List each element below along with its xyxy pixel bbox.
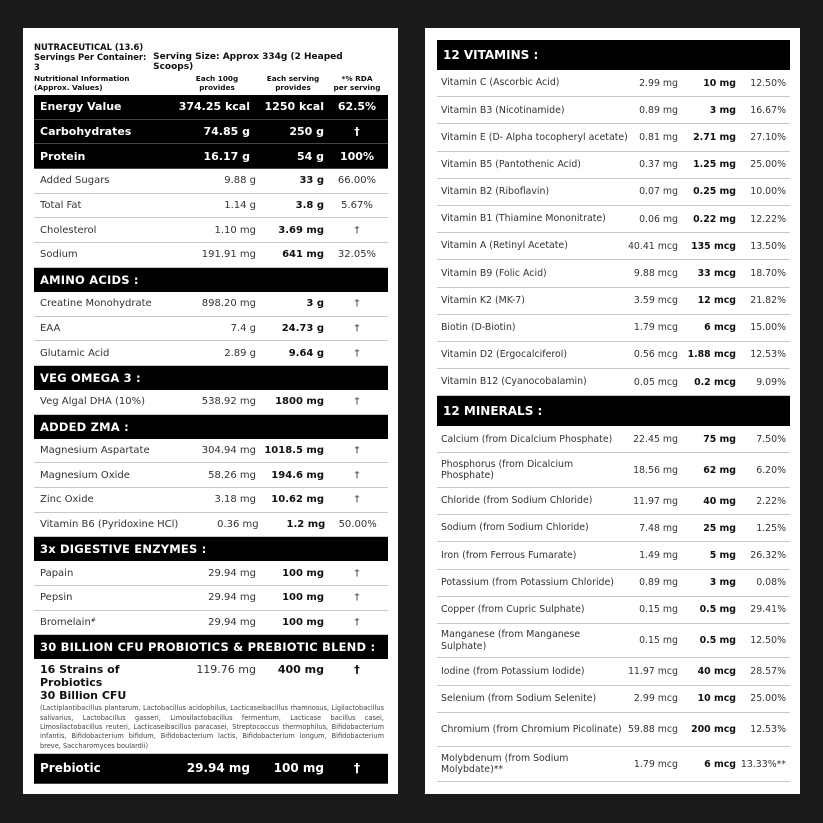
row-rda: † — [354, 469, 360, 481]
row-per100: 0.06 mg — [639, 213, 678, 225]
row-name: Vitamin C (Ascorbic Acid) — [441, 77, 560, 89]
row-name: Protein — [40, 149, 86, 163]
row-rda: † — [354, 494, 360, 506]
row-per100: 119.76 mg — [196, 663, 256, 677]
probiotics-block — [34, 659, 388, 753]
row-name: Vitamin B9 (Folic Acid) — [441, 267, 547, 279]
row-rda: 15.00% — [750, 322, 786, 334]
table-row — [437, 97, 790, 124]
row-per100: 1.79 mcg — [633, 322, 678, 334]
row-serving: 12 mcg — [697, 295, 736, 307]
table-row — [437, 206, 790, 233]
row-rda: † — [354, 444, 360, 456]
row-per100: 0.89 mg — [639, 104, 678, 116]
row-serving: 0.5 mg — [699, 635, 736, 647]
row-name: Phosphorus (from Dicalcium Phosphate) — [441, 458, 574, 482]
row-rda: 12.53% — [750, 349, 786, 361]
row-per100: 18.56 mg — [633, 464, 678, 476]
row-rda: 62.5% — [337, 100, 377, 114]
row-name: Creatine Monohydrate — [40, 298, 152, 310]
table-row — [437, 70, 790, 97]
row-serving: 3 g — [306, 298, 324, 310]
row-rda: 32.05% — [337, 249, 377, 261]
row-name: Pepsin — [40, 592, 73, 604]
row-per100: 22.45 mg — [633, 433, 678, 445]
row-rda: † — [354, 224, 360, 236]
row-serving: 40 mcg — [697, 665, 736, 677]
row-name: Molybdenum (from Sodium Molybdate)** — [441, 752, 569, 775]
row-serving: 1.2 mg — [286, 518, 326, 530]
row-name: Biotin (D-Biotin) — [441, 322, 516, 334]
approx-values-label: (Approx. Values) — [34, 83, 103, 92]
row-name-with-sup — [34, 617, 174, 628]
table-row — [437, 488, 790, 515]
row-per100: 29.94 mg — [208, 592, 256, 604]
row-rda: † — [354, 663, 360, 677]
table-row — [437, 124, 790, 151]
row-name: Chromium (from Chromium Picolinate) — [441, 723, 622, 735]
servings-per-container: Servings Per Container: 3 — [34, 52, 147, 72]
row-rda: 12.50% — [750, 635, 786, 647]
row-rda: † — [354, 322, 360, 334]
row-serving: 1018.5 mg — [264, 444, 324, 456]
row-rda: 13.33%** — [740, 758, 786, 770]
probiotics-name-line1: 16 Strains of Probiotics — [40, 663, 120, 690]
row-rda: 66.00% — [337, 175, 377, 187]
row-name: Vitamin A (Retinyl Acetate) — [441, 240, 568, 252]
row-serving: 9.64 g — [288, 347, 324, 359]
row-per100: 9.88 mcg — [633, 267, 678, 279]
table-row — [34, 561, 388, 586]
mineral-rows — [437, 426, 790, 782]
row-per100: 74.85 g — [203, 125, 250, 139]
table-row — [34, 243, 388, 268]
table-row — [34, 95, 388, 120]
row-name: Vitamin K2 (MK-7) — [441, 294, 525, 306]
row-serving: 100 mg — [273, 761, 324, 776]
row-rda: 25.00% — [750, 693, 786, 705]
row-per100: 2.99 mcg — [633, 693, 678, 705]
table-row — [437, 686, 790, 713]
row-name: Zinc Oxide — [40, 494, 94, 506]
row-name: Sodium (from Sodium Chloride) — [441, 522, 589, 534]
table-row — [437, 515, 790, 542]
row-name: Bromelain — [40, 617, 91, 629]
row-name: Total Fat — [40, 200, 82, 212]
row-rda: 12.22% — [750, 213, 786, 225]
row-serving: 2.71 mg — [693, 131, 736, 143]
row-serving: 0.22 mg — [693, 213, 736, 225]
row-per100: 11.97 mg — [633, 495, 678, 507]
table-row — [34, 390, 388, 415]
row-rda: † — [354, 396, 360, 408]
row-serving: 1250 kcal — [264, 100, 324, 114]
row-serving: 33 mcg — [697, 267, 736, 279]
table-row — [437, 597, 790, 624]
row-name: Potassium (from Potassium Chloride) — [441, 576, 614, 588]
row-rda: 5.67% — [341, 200, 373, 212]
row-serving: 5 mg — [709, 549, 736, 561]
row-per100: 7.4 g — [230, 322, 256, 334]
nutrition-panel-left — [23, 28, 398, 794]
row-name: Vitamin B1 (Thiamine Mononitrate) — [441, 213, 606, 225]
row-name: Vitamin B3 (Nicotinamide) — [441, 104, 565, 116]
row-serving: 0.5 mg — [699, 604, 736, 616]
row-per100: 11.97 mcg — [627, 665, 678, 677]
row-name: Manganese (from Manganese Sulphate) — [441, 629, 581, 652]
row-rda: 2.22% — [756, 495, 786, 507]
row-name: Sodium — [40, 249, 78, 261]
row-serving: 62 mg — [703, 464, 736, 476]
section-title-probiotics: 30 BILLION CFU PROBIOTICS & PREBIOTIC BLEND : — [34, 635, 388, 659]
row-rda: 12.53% — [750, 724, 786, 735]
row-name: Prebiotic — [40, 761, 101, 776]
row-per100: 2.99 mg — [639, 77, 678, 89]
row-per100: 3.18 mg — [214, 494, 256, 506]
row-name: Vitamin B12 (Cyanocobalamin) — [441, 376, 587, 388]
row-rda: 18.70% — [750, 267, 786, 279]
row-rda: † — [354, 592, 360, 604]
table-row — [34, 218, 388, 243]
row-serving: 1800 mg — [275, 396, 324, 408]
nutrition-panel-right — [425, 28, 800, 794]
row-rda: 50.00% — [338, 518, 377, 530]
row-per100: 898.20 mg — [201, 298, 256, 310]
row-per100: 0.05 mcg — [633, 376, 678, 388]
row-per100: 0.37 mg — [639, 159, 678, 171]
row-name: EAA — [40, 322, 61, 334]
row-serving: 54 g — [296, 149, 324, 163]
table-row — [34, 144, 388, 169]
section-title-minerals: 12 MINERALS : — [437, 396, 790, 426]
section-title-zma: ADDED ZMA : — [34, 415, 388, 439]
row-serving: 1.25 mg — [693, 159, 736, 171]
row-name: Copper (from Cupric Sulphate) — [441, 604, 585, 616]
table-row — [34, 439, 388, 464]
table-row — [437, 369, 790, 396]
row-name: Glutamic Acid — [40, 347, 110, 359]
product-title: NUTRACEUTICAL (13.6) — [34, 42, 144, 52]
table-row — [437, 426, 790, 453]
row-per100: 58.26 mg — [208, 469, 256, 481]
row-rda: † — [354, 125, 360, 139]
row-per100: 0.07 mg — [639, 186, 678, 198]
row-rda: 27.10% — [750, 131, 786, 143]
col-100g-line1: Each 100g — [195, 74, 239, 83]
serving-size: Serving Size: Approx 334g (2 Heaped Scoops) — [153, 52, 343, 72]
row-serving: 10 mcg — [697, 693, 736, 705]
table-row — [437, 315, 790, 342]
section-title-vitamins: 12 VITAMINS : — [437, 40, 790, 70]
table-row — [34, 292, 388, 317]
row-rda: † — [354, 761, 360, 776]
row-per100: 40.41 mcg — [627, 240, 678, 252]
row-serving: 40 mg — [703, 495, 736, 507]
row-serving: 250 g — [289, 125, 324, 139]
row-per100: 1.10 mg — [214, 224, 256, 236]
table-row — [437, 152, 790, 179]
row-rda: 0.08% — [756, 577, 786, 589]
table-row — [34, 513, 388, 538]
row-serving: 1.88 mcg — [687, 349, 736, 361]
row-rda: † — [354, 567, 360, 579]
row-serving: 641 mg — [282, 249, 324, 261]
row-rda: † — [354, 298, 360, 310]
row-per100: 3.59 mcg — [633, 295, 678, 307]
row-rda: 7.50% — [756, 433, 786, 445]
table-row — [34, 194, 388, 219]
row-per100: 0.56 mcg — [633, 349, 678, 361]
row-name: Energy Value — [40, 100, 122, 114]
column-header — [34, 74, 388, 92]
row-rda: 21.82% — [750, 295, 786, 307]
row-rda: 6.20% — [756, 464, 786, 476]
row-rda: 28.57% — [750, 665, 786, 677]
col-rda-line2: per serving — [333, 83, 381, 92]
row-name: Added Sugars — [40, 175, 110, 187]
table-row — [437, 570, 790, 597]
row-name: Magnesium Oxide — [40, 469, 130, 481]
row-name: Vitamin E (D- Alpha tocopheryl acetate) — [441, 131, 628, 143]
table-row — [437, 542, 790, 569]
row-serving: 100 mg — [282, 592, 324, 604]
table-row — [34, 120, 388, 145]
row-name: Magnesium Aspartate — [40, 444, 150, 456]
table-row — [437, 342, 790, 369]
footnote-mark: # — [90, 617, 96, 625]
row-serving: 25 mg — [703, 522, 736, 534]
row-rda: 13.50% — [750, 240, 786, 252]
row-rda: 26.32% — [750, 549, 786, 561]
table-row — [437, 713, 790, 748]
row-name: Iodine (from Potassium Iodide) — [441, 665, 585, 677]
row-name: Carbohydrates — [40, 125, 132, 139]
table-row — [34, 169, 388, 194]
row-serving: 3 mg — [709, 577, 736, 589]
row-name: Papain — [40, 567, 74, 579]
row-per100: 9.88 g — [224, 175, 256, 187]
row-per100: 29.94 mg — [208, 567, 256, 579]
row-serving: 24.73 g — [281, 322, 324, 334]
col-rda-line1: *% RDA — [341, 74, 373, 83]
table-row — [437, 179, 790, 206]
row-rda: 25.00% — [750, 159, 786, 171]
row-serving: 6 mcg — [704, 758, 736, 770]
table-row — [437, 747, 790, 782]
row-name: Calcium (from Dicalcium Phosphate) — [441, 433, 613, 445]
main-nutrients — [34, 95, 388, 268]
row-per100: 16.17 g — [203, 149, 250, 163]
table-row — [34, 463, 388, 488]
row-per100: 2.89 g — [224, 347, 256, 359]
row-name: Veg Algal DHA (10%) — [40, 396, 146, 408]
nutritional-info-label: Nutritional Information — [34, 74, 130, 83]
row-rda: 12.50% — [750, 77, 786, 89]
row-serving: 135 mcg — [691, 240, 736, 252]
row-serving: 10.62 mg — [271, 494, 324, 506]
vitamin-rows — [437, 70, 790, 396]
table-row — [437, 624, 790, 659]
row-per100: 1.14 g — [224, 200, 256, 212]
row-per100: 29.94 mg — [208, 617, 256, 629]
row-per100: 538.92 mg — [201, 396, 256, 408]
row-serving: 194.6 mg — [271, 469, 324, 481]
row-rda: † — [354, 617, 360, 629]
row-serving: 100 mg — [282, 617, 324, 629]
row-serving: 10 mg — [703, 77, 736, 89]
row-serving: 400 mg — [277, 663, 324, 677]
row-per100: 1.79 mcg — [633, 758, 678, 770]
row-serving: 6 mcg — [704, 322, 736, 334]
row-serving: 75 mg — [703, 433, 736, 445]
col-serving-line1: Each serving — [266, 74, 320, 83]
row-name: Vitamin D2 (Ergocalciferol) — [441, 349, 567, 361]
row-per100: 1.49 mg — [639, 549, 678, 561]
row-rda: 16.67% — [750, 104, 786, 116]
row-per100: 0.89 mg — [639, 577, 678, 589]
row-name: Cholesterol — [40, 224, 97, 236]
row-per100: 0.15 mg — [639, 604, 678, 616]
row-rda: 100% — [340, 149, 374, 163]
table-row — [437, 658, 790, 685]
row-per100: 0.81 mg — [639, 131, 678, 143]
row-serving: 0.25 mg — [693, 186, 736, 198]
table-row — [34, 488, 388, 513]
row-per100: 191.91 mg — [201, 249, 256, 261]
row-per100: 0.36 mg — [217, 518, 259, 530]
row-serving: 3.8 g — [295, 200, 324, 212]
section-title-omega: VEG OMEGA 3 : — [34, 366, 388, 390]
row-rda: 29.41% — [750, 604, 786, 616]
section-title-amino: AMINO ACIDS : — [34, 268, 388, 292]
row-rda: 9.09% — [756, 376, 786, 388]
row-per100: 59.88 mcg — [627, 724, 678, 735]
table-row — [437, 233, 790, 260]
table-row — [34, 754, 388, 784]
row-name: Vitamin B6 (Pyridoxine HCl) — [40, 518, 179, 530]
table-row — [34, 317, 388, 342]
row-per100: 374.25 kcal — [178, 100, 250, 114]
row-rda: 1.25% — [756, 522, 786, 534]
table-row — [437, 288, 790, 315]
col-100g-line2: provides — [199, 83, 235, 92]
row-rda: 10.00% — [750, 186, 786, 198]
row-serving: 3.69 mg — [278, 224, 324, 236]
row-serving: 33 g — [299, 175, 324, 187]
row-name: Chloride (from Sodium Chloride) — [441, 495, 593, 507]
col-serving-line2: provides — [275, 83, 311, 92]
table-row — [437, 453, 790, 488]
table-row — [437, 260, 790, 287]
row-per100: 7.48 mg — [639, 522, 678, 534]
row-per100: 304.94 mg — [201, 444, 256, 456]
row-serving: 3 mg — [709, 104, 736, 116]
row-serving: 100 mg — [282, 567, 324, 579]
table-row — [34, 611, 388, 636]
row-name: Vitamin B5 (Pantothenic Acid) — [441, 158, 581, 170]
row-per100: 29.94 mg — [186, 761, 250, 776]
probiotics-strain-list: (Lactiplantibacillus plantarum, Lactobacillus acidophilus, Lacticaseibacillus rhamnosus, Ligilactobacillus salivarius, Lactobacillus gasseri, Limosilactobacillus fermentum, Lacticase bacillus casei, Limosilactobacillus reuteri, Lacticaseibacillus paracasei, Streptococcus thermophilus, Bifidobacterium infantis, Bifidobacterium bifidum, Bifidobacterium lactis, Bifidobacterium longum, Bifidobacterium breve, Saccharomyces boulardii) — [40, 704, 384, 750]
row-serving: 0.2 mcg — [694, 376, 736, 388]
table-row — [34, 341, 388, 366]
row-per100: 0.15 mg — [639, 635, 678, 647]
row-rda: † — [354, 347, 360, 359]
row-name: Selenium (from Sodium Selenite) — [441, 692, 597, 704]
label-header — [34, 42, 388, 92]
row-serving: 200 mcg — [691, 724, 736, 735]
section-title-enzymes: 3x DIGESTIVE ENZYMES : — [34, 537, 388, 561]
row-name: Iron (from Ferrous Fumarate) — [441, 549, 577, 561]
table-row — [34, 586, 388, 611]
probiotics-name-line2: 30 Billion CFU — [40, 689, 127, 703]
row-name: Vitamin B2 (Riboflavin) — [441, 186, 550, 198]
